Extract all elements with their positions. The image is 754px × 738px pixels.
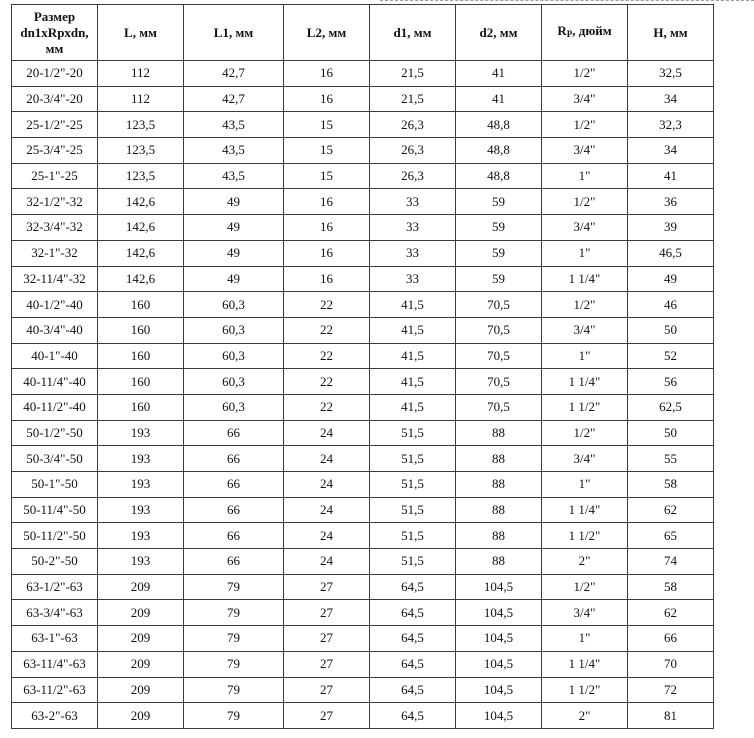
col-header-rp-unit: , дюйм [572, 23, 612, 38]
cell-l2: 24 [284, 523, 370, 549]
col-header-rp [542, 5, 628, 61]
cell-size: 50-3/4"-50 [12, 446, 98, 472]
cell-size: 50-1"-50 [12, 472, 98, 498]
cell-d2: 104,5 [456, 651, 542, 677]
cell-d2: 104,5 [456, 600, 542, 626]
cell-l: 193 [98, 472, 184, 498]
cell-l: 209 [98, 574, 184, 600]
cell-rp: 3/4" [542, 215, 628, 241]
cell-l1: 66 [184, 420, 284, 446]
cell-d1: 51,5 [370, 497, 456, 523]
cell-h: 50 [628, 420, 714, 446]
cell-l: 142,6 [98, 215, 184, 241]
table-row [12, 163, 714, 189]
cell-rp: 3/4" [542, 317, 628, 343]
cell-rp: 3/4" [542, 600, 628, 626]
col-header-d2: d2, мм [456, 5, 542, 61]
cell-h: 50 [628, 317, 714, 343]
cell-l1: 60,3 [184, 317, 284, 343]
cell-l1: 66 [184, 497, 284, 523]
cell-l: 209 [98, 677, 184, 703]
col-header-size-line1: Размер [33, 8, 76, 24]
col-header-size-line3: мм [45, 40, 64, 56]
cell-size: 40-1"-40 [12, 343, 98, 369]
cell-h: 34 [628, 138, 714, 164]
cell-h: 62 [628, 600, 714, 626]
cell-size: 63-1"-63 [12, 626, 98, 652]
cell-d1: 41,5 [370, 369, 456, 395]
cell-l: 112 [98, 61, 184, 87]
cell-l1: 66 [184, 472, 284, 498]
cell-size: 40-11/2"-40 [12, 394, 98, 420]
cell-l2: 27 [284, 651, 370, 677]
cell-h: 66 [628, 626, 714, 652]
cell-l: 193 [98, 420, 184, 446]
cell-h: 56 [628, 369, 714, 395]
table-body [12, 61, 714, 729]
cell-rp: 1 1/4" [542, 497, 628, 523]
cell-rp: 1" [542, 343, 628, 369]
table-row [12, 215, 714, 241]
table-row [12, 240, 714, 266]
cell-d1: 41,5 [370, 292, 456, 318]
cell-l2: 22 [284, 369, 370, 395]
cell-d2: 59 [456, 189, 542, 215]
cell-l2: 16 [284, 61, 370, 87]
col-header-rp-sub: P [566, 29, 573, 39]
cell-d1: 33 [370, 240, 456, 266]
cell-l1: 79 [184, 574, 284, 600]
cell-d2: 48,8 [456, 112, 542, 138]
col-header-rp-main: R [557, 23, 567, 38]
table-row [12, 266, 714, 292]
cell-size: 50-11/4"-50 [12, 497, 98, 523]
cell-l2: 24 [284, 549, 370, 575]
cell-h: 74 [628, 549, 714, 575]
cell-d1: 64,5 [370, 703, 456, 729]
cell-l: 193 [98, 446, 184, 472]
cell-rp: 1 1/2" [542, 523, 628, 549]
cell-d1: 41,5 [370, 394, 456, 420]
cell-d2: 88 [456, 497, 542, 523]
cell-l: 112 [98, 86, 184, 112]
cell-h: 70 [628, 651, 714, 677]
cell-l: 123,5 [98, 138, 184, 164]
cell-d1: 64,5 [370, 651, 456, 677]
cell-l2: 24 [284, 446, 370, 472]
cell-size: 50-11/2"-50 [12, 523, 98, 549]
cell-l1: 49 [184, 266, 284, 292]
cell-l: 209 [98, 600, 184, 626]
cell-d2: 104,5 [456, 677, 542, 703]
cell-l2: 24 [284, 497, 370, 523]
cell-l2: 15 [284, 138, 370, 164]
cell-l1: 66 [184, 446, 284, 472]
table-row [12, 574, 714, 600]
cell-l: 142,6 [98, 189, 184, 215]
cell-l2: 27 [284, 677, 370, 703]
cell-l2: 22 [284, 343, 370, 369]
cell-d1: 26,3 [370, 138, 456, 164]
cell-l2: 16 [284, 240, 370, 266]
cell-d1: 64,5 [370, 677, 456, 703]
cell-l1: 43,5 [184, 163, 284, 189]
cell-d2: 104,5 [456, 574, 542, 600]
cell-h: 62 [628, 497, 714, 523]
col-header-h: H, мм [628, 5, 714, 61]
cell-size: 40-3/4"-40 [12, 317, 98, 343]
cell-d2: 88 [456, 523, 542, 549]
cell-rp: 1" [542, 626, 628, 652]
cell-l2: 22 [284, 317, 370, 343]
cell-d1: 51,5 [370, 446, 456, 472]
table-row [12, 677, 714, 703]
table-header-row [12, 5, 714, 61]
cell-l: 160 [98, 369, 184, 395]
cell-size: 40-1/2"-40 [12, 292, 98, 318]
cell-l1: 60,3 [184, 292, 284, 318]
cell-d1: 33 [370, 189, 456, 215]
cell-l1: 49 [184, 189, 284, 215]
cell-d2: 88 [456, 549, 542, 575]
cell-rp: 1/2" [542, 189, 628, 215]
table-row [12, 472, 714, 498]
cell-rp: 1/2" [542, 292, 628, 318]
cell-l2: 15 [284, 163, 370, 189]
cell-d2: 88 [456, 420, 542, 446]
cell-l1: 79 [184, 600, 284, 626]
cell-size: 25-1/2"-25 [12, 112, 98, 138]
cell-l1: 60,3 [184, 394, 284, 420]
cell-l: 142,6 [98, 240, 184, 266]
col-header-l1: L1, мм [184, 5, 284, 61]
cell-h: 52 [628, 343, 714, 369]
cell-l: 209 [98, 651, 184, 677]
cell-d1: 51,5 [370, 549, 456, 575]
cell-l2: 27 [284, 574, 370, 600]
cell-size: 50-1/2"-50 [12, 420, 98, 446]
col-header-d1: d1, мм [370, 5, 456, 61]
top-edge-line [380, 0, 754, 2]
table-row [12, 703, 714, 729]
cell-l1: 43,5 [184, 138, 284, 164]
cell-d2: 59 [456, 215, 542, 241]
cell-l2: 27 [284, 600, 370, 626]
cell-l: 142,6 [98, 266, 184, 292]
cell-h: 36 [628, 189, 714, 215]
cell-size: 63-11/4"-63 [12, 651, 98, 677]
cell-h: 55 [628, 446, 714, 472]
cell-l: 193 [98, 497, 184, 523]
cell-rp: 3/4" [542, 446, 628, 472]
cell-h: 34 [628, 86, 714, 112]
cell-h: 72 [628, 677, 714, 703]
cell-h: 49 [628, 266, 714, 292]
cell-h: 32,3 [628, 112, 714, 138]
cell-d1: 51,5 [370, 420, 456, 446]
cell-l: 123,5 [98, 112, 184, 138]
cell-l: 209 [98, 626, 184, 652]
cell-rp: 1 1/2" [542, 677, 628, 703]
cell-rp: 1/2" [542, 112, 628, 138]
cell-l2: 22 [284, 292, 370, 318]
cell-l: 193 [98, 549, 184, 575]
cell-l1: 49 [184, 240, 284, 266]
cell-l: 160 [98, 292, 184, 318]
cell-size: 63-11/2"-63 [12, 677, 98, 703]
cell-d1: 41,5 [370, 343, 456, 369]
cell-h: 39 [628, 215, 714, 241]
cell-l1: 66 [184, 549, 284, 575]
cell-l2: 16 [284, 86, 370, 112]
cell-size: 63-2"-63 [12, 703, 98, 729]
cell-l2: 27 [284, 626, 370, 652]
table-row [12, 189, 714, 215]
col-header-size-line2: dn1xRpxdn, [20, 24, 89, 40]
table-row [12, 138, 714, 164]
cell-l1: 60,3 [184, 343, 284, 369]
cell-l: 193 [98, 523, 184, 549]
cell-size: 20-3/4"-20 [12, 86, 98, 112]
cell-rp: 1" [542, 472, 628, 498]
cell-l1: 79 [184, 677, 284, 703]
cell-l1: 42,7 [184, 86, 284, 112]
cell-l: 209 [98, 703, 184, 729]
cell-l2: 16 [284, 266, 370, 292]
table-row [12, 420, 714, 446]
table-row [12, 343, 714, 369]
cell-h: 41 [628, 163, 714, 189]
cell-rp: 1/2" [542, 574, 628, 600]
cell-size: 25-1"-25 [12, 163, 98, 189]
table-row [12, 523, 714, 549]
cell-size: 63-3/4"-63 [12, 600, 98, 626]
cell-d2: 59 [456, 240, 542, 266]
cell-d1: 33 [370, 215, 456, 241]
table-row [12, 651, 714, 677]
cell-h: 62,5 [628, 394, 714, 420]
table-row [12, 549, 714, 575]
cell-l1: 66 [184, 523, 284, 549]
cell-d2: 104,5 [456, 703, 542, 729]
cell-l1: 42,7 [184, 61, 284, 87]
cell-l2: 24 [284, 420, 370, 446]
cell-d2: 41 [456, 86, 542, 112]
cell-size: 32-3/4"-32 [12, 215, 98, 241]
cell-d2: 70,5 [456, 394, 542, 420]
table-row [12, 112, 714, 138]
cell-size: 40-11/4"-40 [12, 369, 98, 395]
cell-d2: 70,5 [456, 292, 542, 318]
cell-rp: 1 1/4" [542, 369, 628, 395]
cell-l1: 43,5 [184, 112, 284, 138]
cell-rp: 1 1/4" [542, 651, 628, 677]
cell-l1: 79 [184, 703, 284, 729]
cell-size: 63-1/2"-63 [12, 574, 98, 600]
cell-size: 50-2"-50 [12, 549, 98, 575]
cell-size: 32-1/2"-32 [12, 189, 98, 215]
cell-rp: 1/2" [542, 61, 628, 87]
table-row [12, 317, 714, 343]
cell-d2: 70,5 [456, 317, 542, 343]
cell-l: 123,5 [98, 163, 184, 189]
cell-l2: 24 [284, 472, 370, 498]
cell-l2: 16 [284, 215, 370, 241]
cell-d1: 33 [370, 266, 456, 292]
cell-rp: 1" [542, 163, 628, 189]
cell-d1: 64,5 [370, 626, 456, 652]
table-row [12, 394, 714, 420]
cell-d2: 70,5 [456, 343, 542, 369]
table-row [12, 446, 714, 472]
cell-d2: 88 [456, 446, 542, 472]
cell-rp: 2" [542, 703, 628, 729]
col-header-l: L, мм [98, 5, 184, 61]
cell-d1: 26,3 [370, 163, 456, 189]
cell-h: 81 [628, 703, 714, 729]
cell-l2: 27 [284, 703, 370, 729]
cell-rp: 2" [542, 549, 628, 575]
cell-rp: 1" [542, 240, 628, 266]
cell-rp: 1/2" [542, 420, 628, 446]
cell-d1: 51,5 [370, 472, 456, 498]
cell-d2: 48,8 [456, 138, 542, 164]
cell-d2: 48,8 [456, 163, 542, 189]
table-row [12, 497, 714, 523]
cell-l1: 79 [184, 651, 284, 677]
cell-l1: 49 [184, 215, 284, 241]
table-row [12, 61, 714, 87]
cell-h: 58 [628, 574, 714, 600]
cell-l2: 15 [284, 112, 370, 138]
cell-d2: 70,5 [456, 369, 542, 395]
col-header-l2: L2, мм [284, 5, 370, 61]
table-row [12, 600, 714, 626]
cell-d1: 21,5 [370, 61, 456, 87]
cell-rp: 3/4" [542, 138, 628, 164]
cell-l: 160 [98, 343, 184, 369]
cell-h: 58 [628, 472, 714, 498]
cell-h: 46 [628, 292, 714, 318]
table-row [12, 292, 714, 318]
cell-size: 25-3/4"-25 [12, 138, 98, 164]
table-row [12, 626, 714, 652]
cell-l: 160 [98, 394, 184, 420]
cell-d1: 26,3 [370, 112, 456, 138]
cell-l2: 16 [284, 189, 370, 215]
cell-l1: 60,3 [184, 369, 284, 395]
col-header-size [12, 5, 98, 61]
cell-rp: 3/4" [542, 86, 628, 112]
cell-h: 65 [628, 523, 714, 549]
cell-h: 32,5 [628, 61, 714, 87]
cell-d1: 41,5 [370, 317, 456, 343]
cell-d2: 41 [456, 61, 542, 87]
cell-rp: 1 1/4" [542, 266, 628, 292]
cell-size: 32-1"-32 [12, 240, 98, 266]
cell-l1: 79 [184, 626, 284, 652]
cell-d2: 59 [456, 266, 542, 292]
cell-d1: 64,5 [370, 600, 456, 626]
cell-d2: 104,5 [456, 626, 542, 652]
dimensions-table [11, 4, 714, 729]
cell-size: 32-11/4"-32 [12, 266, 98, 292]
table-row [12, 86, 714, 112]
cell-h: 46,5 [628, 240, 714, 266]
table-row [12, 369, 714, 395]
cell-d1: 21,5 [370, 86, 456, 112]
cell-d1: 51,5 [370, 523, 456, 549]
cell-size: 20-1/2"-20 [12, 61, 98, 87]
cell-d1: 64,5 [370, 574, 456, 600]
cell-l2: 22 [284, 394, 370, 420]
cell-d2: 88 [456, 472, 542, 498]
cell-rp: 1 1/2" [542, 394, 628, 420]
cell-l: 160 [98, 317, 184, 343]
